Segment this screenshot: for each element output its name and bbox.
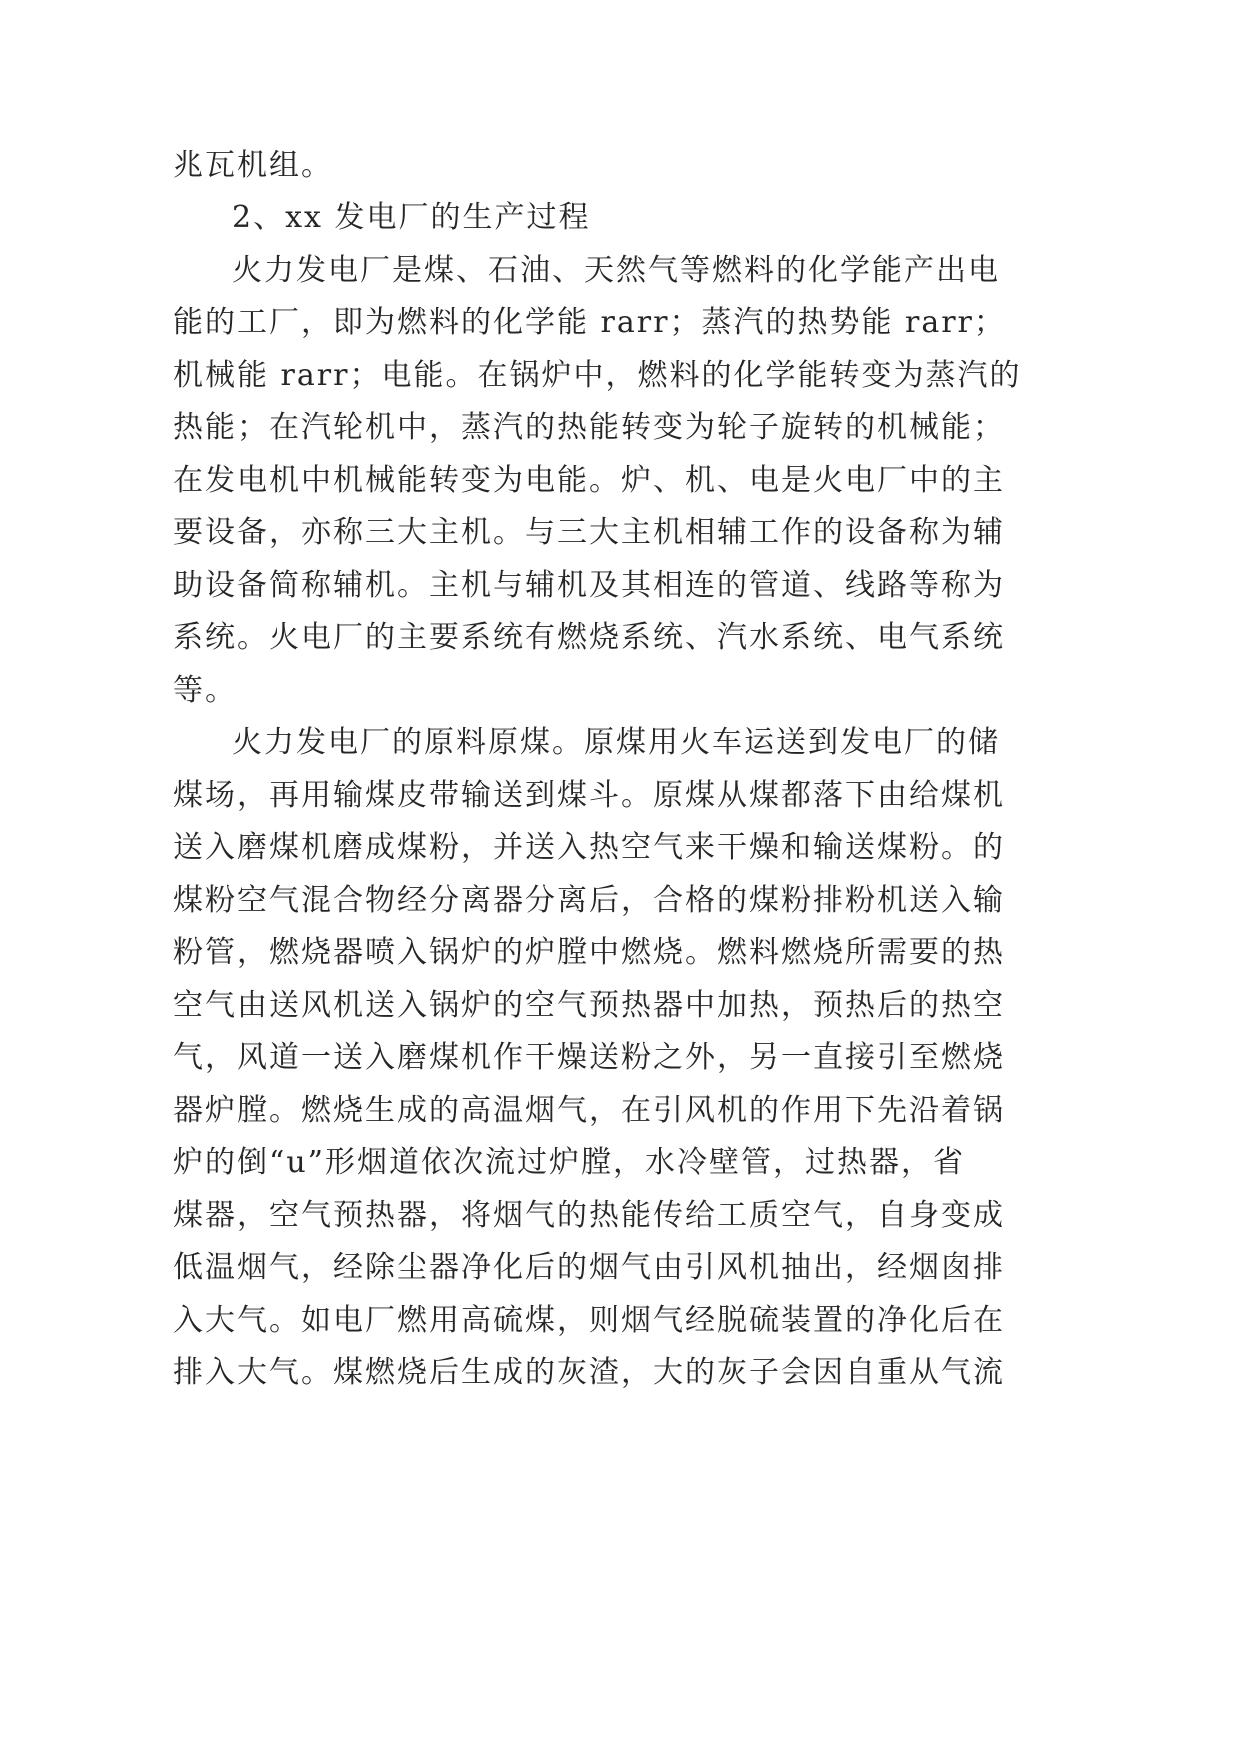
text-line: 火力发电厂的原料原煤。原煤用火车运送到发电厂的储: [232, 725, 1000, 760]
text-line: 助设备简称辅机。主机与辅机及其相连的管道、线路等称为: [173, 568, 1005, 603]
text-line: 送入磨煤机磨成煤粉，并送入热空气来干燥和输送煤粉。的: [173, 830, 1005, 865]
text-line: 火力发电厂是煤、石油、天然气等燃料的化学能产出电: [232, 253, 1000, 288]
text-line: 煤场，再用输煤皮带输送到煤斗。原煤从煤都落下由给煤机: [173, 778, 1005, 813]
text-line: 等。: [173, 673, 237, 708]
text-line: 煤粉空气混合物经分离器分离后，合格的煤粉排粉机送入输: [173, 883, 1005, 918]
text-line: 要设备，亦称三大主机。与三大主机相辅工作的设备称为辅: [173, 515, 1005, 550]
text-line: 粉管，燃烧器喷入锅炉的炉膛中燃烧。燃料燃烧所需要的热: [173, 935, 1005, 970]
text-line: 低温烟气，经除尘器净化后的烟气由引风机抽出，经烟囱排: [173, 1250, 1005, 1285]
text-line: 炉的倒“u”形烟道依次流过炉膛，水冷壁管，过热器，省: [173, 1145, 965, 1180]
text-line: 兆瓦机组。: [173, 148, 333, 183]
section-heading: 2、xx 发电厂的生产过程: [232, 200, 591, 235]
text-line: 煤器，空气预热器，将烟气的热能传给工质空气，自身变成: [173, 1198, 1005, 1233]
text-line: 入大气。如电厂燃用高硫煤，则烟气经脱硫装置的净化后在: [173, 1303, 1005, 1338]
text-line: 空气由送风机送入锅炉的空气预热器中加热，预热后的热空: [173, 988, 1005, 1023]
text-line: 排入大气。煤燃烧后生成的灰渣，大的灰子会因自重从气流: [173, 1355, 1005, 1390]
text-line: 气，风道一送入磨煤机作干燥送粉之外，另一直接引至燃烧: [173, 1040, 1005, 1075]
text-line: 机械能 rarr；电能。在锅炉中，燃料的化学能转变为蒸汽的: [173, 358, 1022, 393]
text-line: 系统。火电厂的主要系统有燃烧系统、汽水系统、电气系统: [173, 620, 1005, 655]
text-line: 能的工厂，即为燃料的化学能 rarr；蒸汽的热势能 rarr；: [173, 305, 1006, 340]
text-line: 热能；在汽轮机中，蒸汽的热能转变为轮子旋转的机械能；: [173, 410, 1005, 445]
text-line: 在发电机中机械能转变为电能。炉、机、电是火电厂中的主: [173, 463, 1005, 498]
text-line: 器炉膛。燃烧生成的高温烟气，在引风机的作用下先沿着锅: [173, 1093, 1005, 1128]
